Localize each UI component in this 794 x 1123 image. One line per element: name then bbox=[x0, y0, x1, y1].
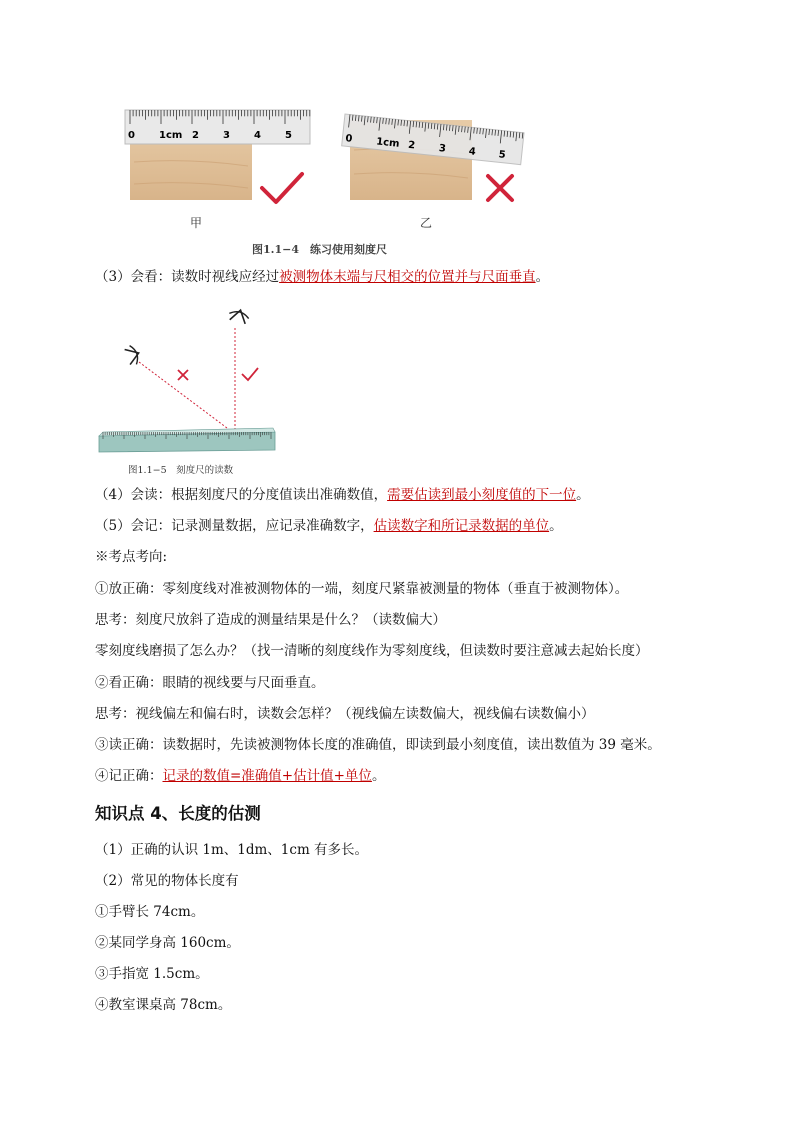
text-line: ※考点考向: bbox=[95, 549, 168, 565]
text-line: （4）会读：根据刻度尺的分度值读出准确数值，需要估读到最小刻度值的下一位。 bbox=[95, 487, 590, 503]
ruler bbox=[99, 428, 275, 452]
text-line: ①手臂长 74cm。 bbox=[95, 904, 205, 920]
reading-sightline-figure bbox=[95, 300, 285, 460]
section-heading: 知识点 4、长度的估测 bbox=[95, 804, 261, 823]
text-line: ④教室课桌高 78cm。 bbox=[95, 997, 232, 1013]
figure-caption: 图1.1−5 刻度尺的读数 bbox=[128, 465, 234, 476]
text-line: 思考：刻度尺放斜了造成的测量结果是什么？（读数偏大） bbox=[95, 612, 446, 628]
ruler-number: 3 bbox=[438, 143, 447, 155]
text-line: ②看正确：眼睛的视线要与尺面垂直。 bbox=[95, 675, 325, 691]
ruler-number: 1cm bbox=[159, 130, 183, 141]
text-line: （5）会记：记录测量数据，应记录准确数字，估读数字和所记录数据的单位。 bbox=[95, 518, 563, 534]
eye-icon bbox=[228, 308, 250, 325]
figure-label-right: 乙 bbox=[420, 216, 433, 230]
text-line: （2）常见的物体长度有 bbox=[95, 873, 239, 889]
text-line: ③读正确：读数据时，先读被测物体长度的准确值，即读到最小刻度值，读出数值为 39 毫米。 bbox=[95, 737, 661, 753]
ruler-number: 4 bbox=[254, 130, 261, 141]
text-line: 零刻度线磨损了怎么办？（找一清晰的刻度线作为零刻度线，但读数时要注意减去起始长度） bbox=[95, 643, 649, 659]
text-line: 思考：视线偏左和偏右时，读数会怎样？（视线偏左读数偏大，视线偏右读数偏小） bbox=[95, 706, 595, 722]
eye-icon bbox=[124, 344, 142, 367]
cross-icon bbox=[178, 370, 188, 380]
text-line: ②某同学身高 160cm。 bbox=[95, 935, 240, 951]
checkmark-icon bbox=[262, 174, 302, 202]
ruler-left bbox=[125, 110, 310, 144]
text-line: （3）会看：读数时视线应经过被测物体末端与尺相交的位置并与尺面垂直。 bbox=[95, 269, 550, 285]
figure-label-left: 甲 bbox=[190, 216, 203, 230]
ruler-number: 2 bbox=[192, 130, 199, 141]
ruler-number: 5 bbox=[285, 130, 292, 141]
ruler-number: 1cm bbox=[375, 136, 401, 150]
ruler-comparison-figure bbox=[120, 100, 540, 230]
cross-icon bbox=[488, 176, 512, 200]
checkmark-icon bbox=[242, 368, 258, 380]
figure-caption: 图1.1−4 练习使用刻度尺 bbox=[252, 243, 388, 256]
text-line: （1）正确的认识 1m、1dm、1cm 有多长。 bbox=[95, 842, 369, 858]
ruler-number: 3 bbox=[223, 130, 230, 141]
ruler-number: 5 bbox=[498, 149, 507, 161]
text-line: ③手指宽 1.5cm。 bbox=[95, 966, 209, 982]
text-line: ①放正确：零刻度线对准被测物体的一端，刻度尺紧靠被测量的物体（垂直于被测物体）。 bbox=[95, 581, 629, 597]
ruler-number: 2 bbox=[407, 139, 416, 152]
ruler-number: 0 bbox=[128, 130, 135, 141]
ruler-number: 4 bbox=[468, 146, 477, 158]
ruler-number: 0 bbox=[344, 133, 353, 145]
text-line: ④记正确：记录的数值=准确值+估计值+单位。 bbox=[95, 768, 386, 784]
